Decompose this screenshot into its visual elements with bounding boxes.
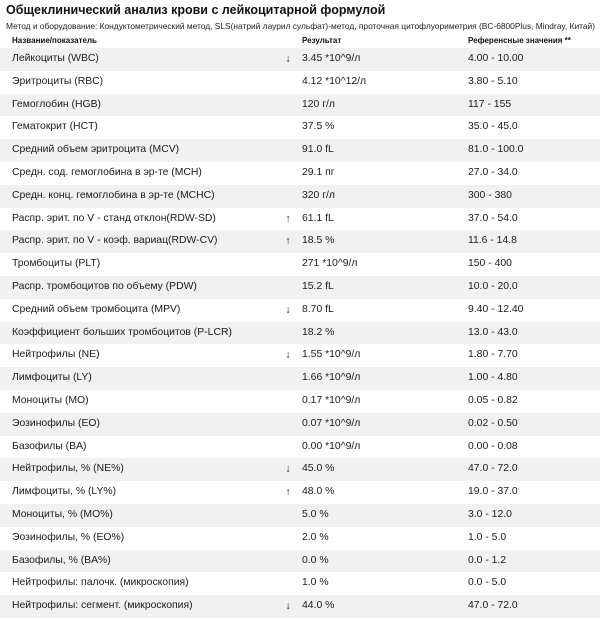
test-result: 4.12 *10^12/л (302, 75, 367, 87)
test-result: 0.17 *10^9/л (302, 394, 361, 406)
test-name: Гемоглобин (HGB) (12, 98, 101, 110)
test-name: Базофилы (BA) (12, 440, 87, 452)
header-name: Название/показатель (12, 36, 97, 45)
test-result: 61.1 fL (302, 212, 334, 224)
reference-range: 300 - 380 (468, 189, 512, 201)
abnormal-flag-icon: ↓ (285, 53, 291, 65)
header-reference: Референсные значения ** (468, 36, 571, 45)
method-description: Метод и оборудование: Кондуктометрический метод, SLS(натрий лаурил сульфат)-метод, проточная цитофлуориметрия (BC-6800Plus, Mindray, Китай) (6, 21, 596, 31)
test-result: 271 *10^9/л (302, 258, 358, 270)
test-result: 320 г/л (302, 189, 335, 201)
reference-range: 1.0 - 5.0 (468, 531, 507, 543)
reference-range: 117 - 155 (468, 98, 512, 110)
test-result: 48.0 % (302, 486, 335, 498)
test-name: Тромбоциты (PLT) (12, 258, 101, 270)
abnormal-flag-icon: ↑ (285, 486, 291, 499)
reference-range: 27.0 - 34.0 (468, 166, 518, 178)
test-result: 37.5 % (302, 121, 335, 133)
test-name: Гематокрит (HCT) (12, 121, 98, 133)
table-row (0, 71, 600, 94)
table-row (0, 367, 600, 390)
test-name: Нейтрофилы (NE) (12, 349, 100, 361)
reference-range: 81.0 - 100.0 (468, 144, 524, 156)
test-result: 0.00 *10^9/л (302, 440, 361, 452)
test-result: 1.55 *10^9/л (302, 349, 361, 361)
reference-range: 0.0 - 1.2 (468, 554, 507, 566)
abnormal-flag-icon: ↑ (285, 212, 291, 225)
reference-range: 35.0 - 45.0 (468, 121, 518, 133)
test-result: 1.0 % (302, 577, 329, 589)
table-row (0, 436, 600, 459)
test-name: Коэффициент больших тромбоцитов (P-LCR) (12, 326, 232, 338)
table-row (0, 116, 600, 139)
reference-range: 37.0 - 54.0 (468, 212, 518, 224)
test-name: Лимфоциты, % (LY%) (12, 486, 117, 498)
table-row (0, 276, 600, 299)
table-row (0, 413, 600, 436)
reference-range: 4.00 - 10.00 (468, 53, 524, 64)
table-row (0, 527, 600, 550)
test-result: 91.0 fL (302, 144, 334, 156)
reference-range: 9.40 - 12.40 (468, 303, 524, 315)
reference-range: 3.0 - 12.0 (468, 508, 512, 520)
reference-range: 0.00 - 0.08 (468, 440, 518, 452)
table-row (0, 344, 600, 367)
table-row (0, 550, 600, 573)
test-name: Средний объем эритроцита (MCV) (12, 144, 180, 156)
test-result: 15.2 fL (302, 280, 334, 292)
test-result: 29.1 пг (302, 166, 335, 178)
test-result: 5.0 % (302, 508, 329, 520)
table-row (0, 230, 600, 253)
test-name: Лимфоциты (LY) (12, 372, 92, 384)
test-name: Эозинофилы (EO) (12, 417, 100, 429)
test-result: 120 г/л (302, 98, 335, 110)
test-name: Моноциты (MO) (12, 394, 89, 406)
reference-range: 0.02 - 0.50 (468, 417, 518, 429)
report-title: Общеклинический анализ крови с лейкоцитарной формулой (6, 3, 386, 17)
reference-range: 0.0 - 5.0 (468, 577, 507, 589)
abnormal-flag-icon: ↓ (285, 349, 291, 362)
test-name: Распр. эрит. по V - коэф. вариац(RDW-CV) (12, 235, 218, 247)
reference-range: 1.80 - 7.70 (468, 349, 518, 361)
test-name: Средн. конц. гемоглобина в эр-те (MCHC) (12, 189, 215, 201)
abnormal-flag-icon: ↓ (285, 303, 291, 316)
test-name: Средний объем тромбоцита (MPV) (12, 303, 181, 315)
abnormal-flag-icon: ↓ (285, 600, 291, 613)
reference-range: 150 - 400 (468, 258, 512, 270)
table-row (0, 390, 600, 413)
reference-range: 10.0 - 20.0 (468, 280, 518, 292)
table-row (0, 322, 600, 345)
table-row (0, 299, 600, 322)
test-name: Нейтрофилы, % (NE%) (12, 463, 124, 475)
reference-range: 47.0 - 72.0 (468, 600, 518, 612)
test-name: Моноциты, % (MO%) (12, 508, 113, 520)
table-row (0, 504, 600, 527)
reference-range: 1.00 - 4.80 (468, 372, 518, 384)
test-name: Эозинофилы, % (EO%) (12, 531, 125, 543)
test-name: Распр. тромбоцитов по объему (PDW) (12, 280, 197, 292)
test-name: Нейтрофилы: сегмент. (микроскопия) (12, 600, 193, 612)
test-name: Средн. сод. гемоглобина в эр-те (MCH) (12, 166, 202, 178)
reference-range: 11.6 - 14.8 (468, 235, 517, 247)
reference-range: 3.80 - 5.10 (468, 75, 518, 87)
table-header (0, 35, 600, 48)
reference-range: 0.05 - 0.82 (468, 394, 518, 406)
header-result: Результат (302, 36, 342, 45)
test-name: Распр. эрит. по V - станд отклон(RDW-SD) (12, 212, 216, 224)
abnormal-flag-icon: ↓ (285, 463, 291, 476)
test-result: 18.2 % (302, 326, 335, 338)
table-row (0, 253, 600, 276)
test-name: Базофилы, % (BA%) (12, 554, 111, 566)
table-row (0, 572, 600, 595)
reference-range: 19.0 - 37.0 (468, 486, 518, 498)
table-row (0, 48, 600, 71)
test-result: 3.45 *10^9/л (302, 53, 361, 64)
table-row (0, 481, 600, 504)
table-row (0, 595, 600, 618)
test-result: 0.07 *10^9/л (302, 417, 361, 429)
abnormal-flag-icon: ↑ (285, 235, 291, 248)
test-result: 8.70 fL (302, 303, 334, 315)
test-result: 1.66 *10^9/л (302, 372, 361, 384)
test-result: 44.0 % (302, 600, 335, 612)
reference-range: 47.0 - 72.0 (468, 463, 518, 475)
test-name: Эритроциты (RBC) (12, 75, 104, 87)
test-result: 0.0 % (302, 554, 329, 566)
table-row (0, 458, 600, 481)
test-name: Нейтрофилы: палочк. (микроскопия) (12, 577, 189, 589)
test-name: Лейкоциты (WBC) (12, 53, 99, 64)
table-row (0, 139, 600, 162)
table-row (0, 185, 600, 208)
table-row (0, 162, 600, 185)
table-row (0, 94, 600, 117)
test-result: 45.0 % (302, 463, 335, 475)
test-result: 2.0 % (302, 531, 329, 543)
test-result: 18.5 % (302, 235, 335, 247)
table-row (0, 208, 600, 231)
reference-range: 13.0 - 43.0 (468, 326, 518, 338)
results-table (0, 48, 600, 618)
